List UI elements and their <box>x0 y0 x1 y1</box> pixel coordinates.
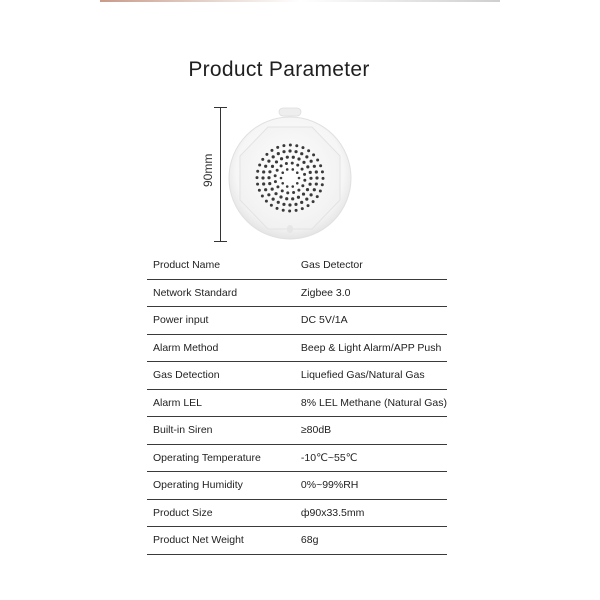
speaker-hole <box>258 164 261 167</box>
speaker-hole <box>321 183 324 186</box>
speaker-hole <box>301 184 304 187</box>
speaker-hole <box>265 153 268 156</box>
speaker-hole <box>310 160 313 163</box>
speaker-hole <box>279 195 282 198</box>
parameter-name: Alarm Method <box>147 334 295 362</box>
speaker-hole <box>280 157 283 160</box>
speaker-hole <box>282 203 285 206</box>
parameter-value: Liquefied Gas/Natural Gas <box>295 362 447 390</box>
dimension-label: 90mm <box>201 153 215 187</box>
speaker-hole <box>289 144 292 147</box>
speaker-hole <box>316 158 319 161</box>
speaker-hole <box>291 185 294 188</box>
speaker-hole <box>276 207 279 210</box>
parameter-table <box>147 252 447 555</box>
speaker-hole <box>315 170 318 173</box>
speaker-hole <box>313 165 316 168</box>
speaker-hole <box>309 193 312 196</box>
speaker-hole <box>303 179 306 182</box>
speaker-hole <box>319 189 322 192</box>
table-row <box>147 499 447 527</box>
speaker-hole <box>306 165 309 168</box>
speaker-hole <box>262 182 265 185</box>
parameter-value: Gas Detector <box>295 252 447 279</box>
speaker-hole <box>276 169 279 172</box>
parameter-name: Built-in Siren <box>147 417 295 445</box>
speaker-hole <box>277 201 280 204</box>
gas-detector-device-image <box>225 105 355 245</box>
parameter-value: Zigbee 3.0 <box>295 279 447 307</box>
speaker-hole <box>268 182 271 185</box>
speaker-hole <box>303 173 306 176</box>
parameter-name: Alarm LEL <box>147 389 295 417</box>
speaker-hole <box>267 160 270 163</box>
speaker-hole <box>256 183 259 186</box>
table-row <box>147 389 447 417</box>
device-illustration <box>195 105 355 245</box>
speaker-hole <box>281 182 284 185</box>
speaker-hole <box>301 146 304 149</box>
speaker-hole <box>286 185 289 188</box>
speaker-hole <box>285 197 288 200</box>
top-decorative-strip <box>100 0 500 2</box>
dimension-line <box>220 107 221 241</box>
speaker-hole <box>274 180 277 183</box>
speaker-hole <box>297 196 300 199</box>
speaker-hole <box>261 195 264 198</box>
speaker-hole <box>282 150 285 153</box>
speaker-hole <box>256 176 259 179</box>
speaker-hole <box>294 203 297 206</box>
parameter-value: -10℃~55℃ <box>295 444 447 472</box>
speaker-hole <box>321 170 324 173</box>
parameter-name: Operating Temperature <box>147 444 295 472</box>
speaker-hole <box>282 209 285 212</box>
speaker-hole <box>265 200 268 203</box>
table-row <box>147 472 447 500</box>
page-title: Product Parameter <box>188 58 370 81</box>
speaker-hole <box>285 162 288 165</box>
speaker-hole <box>268 170 271 173</box>
speaker-hole <box>271 165 274 168</box>
speaker-hole <box>297 157 300 160</box>
speaker-hole <box>309 177 312 180</box>
speaker-hole <box>261 176 264 179</box>
speaker-hole <box>308 183 311 186</box>
speaker-hole <box>307 149 310 152</box>
speaker-hole <box>274 192 277 195</box>
parameter-name: Product Net Weight <box>147 527 295 555</box>
speaker-hole <box>272 197 275 200</box>
speaker-hole <box>267 193 270 196</box>
parameter-name: Product Size <box>147 499 295 527</box>
parameter-value: 0%~99%RH <box>295 472 447 500</box>
speaker-hole <box>275 160 278 163</box>
table-row <box>147 527 447 555</box>
parameter-value: ≥80dB <box>295 417 447 445</box>
parameter-name: Gas Detection <box>147 362 295 390</box>
speaker-hole <box>292 191 295 194</box>
speaker-hole <box>280 177 283 180</box>
table-row <box>147 417 447 445</box>
parameter-value: 68g <box>295 527 447 555</box>
speaker-hole <box>291 168 294 171</box>
speaker-hole <box>312 153 315 156</box>
speaker-hole <box>258 189 261 192</box>
table-row <box>147 444 447 472</box>
speaker-hole <box>282 144 285 147</box>
table-row <box>147 279 447 307</box>
speaker-hole <box>274 174 277 177</box>
speaker-hole <box>288 203 291 206</box>
speaker-hole <box>277 152 280 155</box>
speaker-hole <box>261 158 264 161</box>
speaker-hole <box>291 162 294 165</box>
speaker-hole <box>291 197 294 200</box>
speaker-hole <box>315 176 318 179</box>
speaker-hole <box>288 149 291 152</box>
speaker-hole <box>270 204 273 207</box>
parameter-value: ф90x33.5mm <box>295 499 447 527</box>
speaker-hole <box>270 149 273 152</box>
speaker-hole <box>306 188 309 191</box>
speaker-hole <box>296 164 299 167</box>
speaker-hole <box>276 146 279 149</box>
parameter-name: Power input <box>147 307 295 335</box>
speaker-hole <box>307 204 310 207</box>
speaker-hole <box>322 177 325 180</box>
speaker-hole <box>292 156 295 159</box>
speaker-hole <box>264 165 267 168</box>
speaker-hole <box>281 189 284 192</box>
speaker-hole <box>305 198 308 201</box>
speaker-hole <box>276 185 279 188</box>
table-row <box>147 252 447 279</box>
speaker-hole <box>298 177 301 180</box>
parameter-value: 8% LEL Methane (Natural Gas) <box>295 389 447 417</box>
speaker-hole <box>295 209 298 212</box>
speaker-hole <box>301 207 304 210</box>
speaker-hole <box>256 170 259 173</box>
speaker-hole <box>301 168 304 171</box>
table-row <box>147 334 447 362</box>
speaker-hole <box>312 200 315 203</box>
speaker-hole <box>300 152 303 155</box>
parameter-value: Beep & Light Alarm/APP Push <box>295 334 447 362</box>
speaker-hole <box>294 150 297 153</box>
speaker-hole <box>271 188 274 191</box>
speaker-hole <box>296 171 299 174</box>
speaker-hole <box>313 188 316 191</box>
speaker-hole <box>302 192 305 195</box>
parameter-name: Operating Humidity <box>147 472 295 500</box>
speaker-hole <box>300 201 303 204</box>
speaker-hole <box>262 170 265 173</box>
speaker-hole <box>280 164 283 167</box>
parameter-value: DC 5V/1A <box>295 307 447 335</box>
speaker-hole <box>264 188 267 191</box>
speaker-hole <box>295 144 298 147</box>
speaker-hole <box>286 191 289 194</box>
speaker-hole <box>296 182 299 185</box>
speaker-hole <box>319 164 322 167</box>
speaker-hole <box>302 161 305 164</box>
speaker-hole <box>315 182 318 185</box>
speaker-hole <box>267 176 270 179</box>
speaker-hole <box>272 155 275 158</box>
parameter-name: Product Name <box>147 252 295 279</box>
speaker-hole <box>286 168 289 171</box>
parameter-name: Network Standard <box>147 279 295 307</box>
speaker-hole <box>297 189 300 192</box>
speaker-hole <box>281 171 284 174</box>
speaker-hole <box>288 210 291 213</box>
speaker-hole <box>286 156 289 159</box>
speaker-hole <box>316 195 319 198</box>
table-row <box>147 307 447 335</box>
speaker-hole <box>309 171 312 174</box>
speaker-hole <box>305 155 308 158</box>
table-row <box>147 362 447 390</box>
